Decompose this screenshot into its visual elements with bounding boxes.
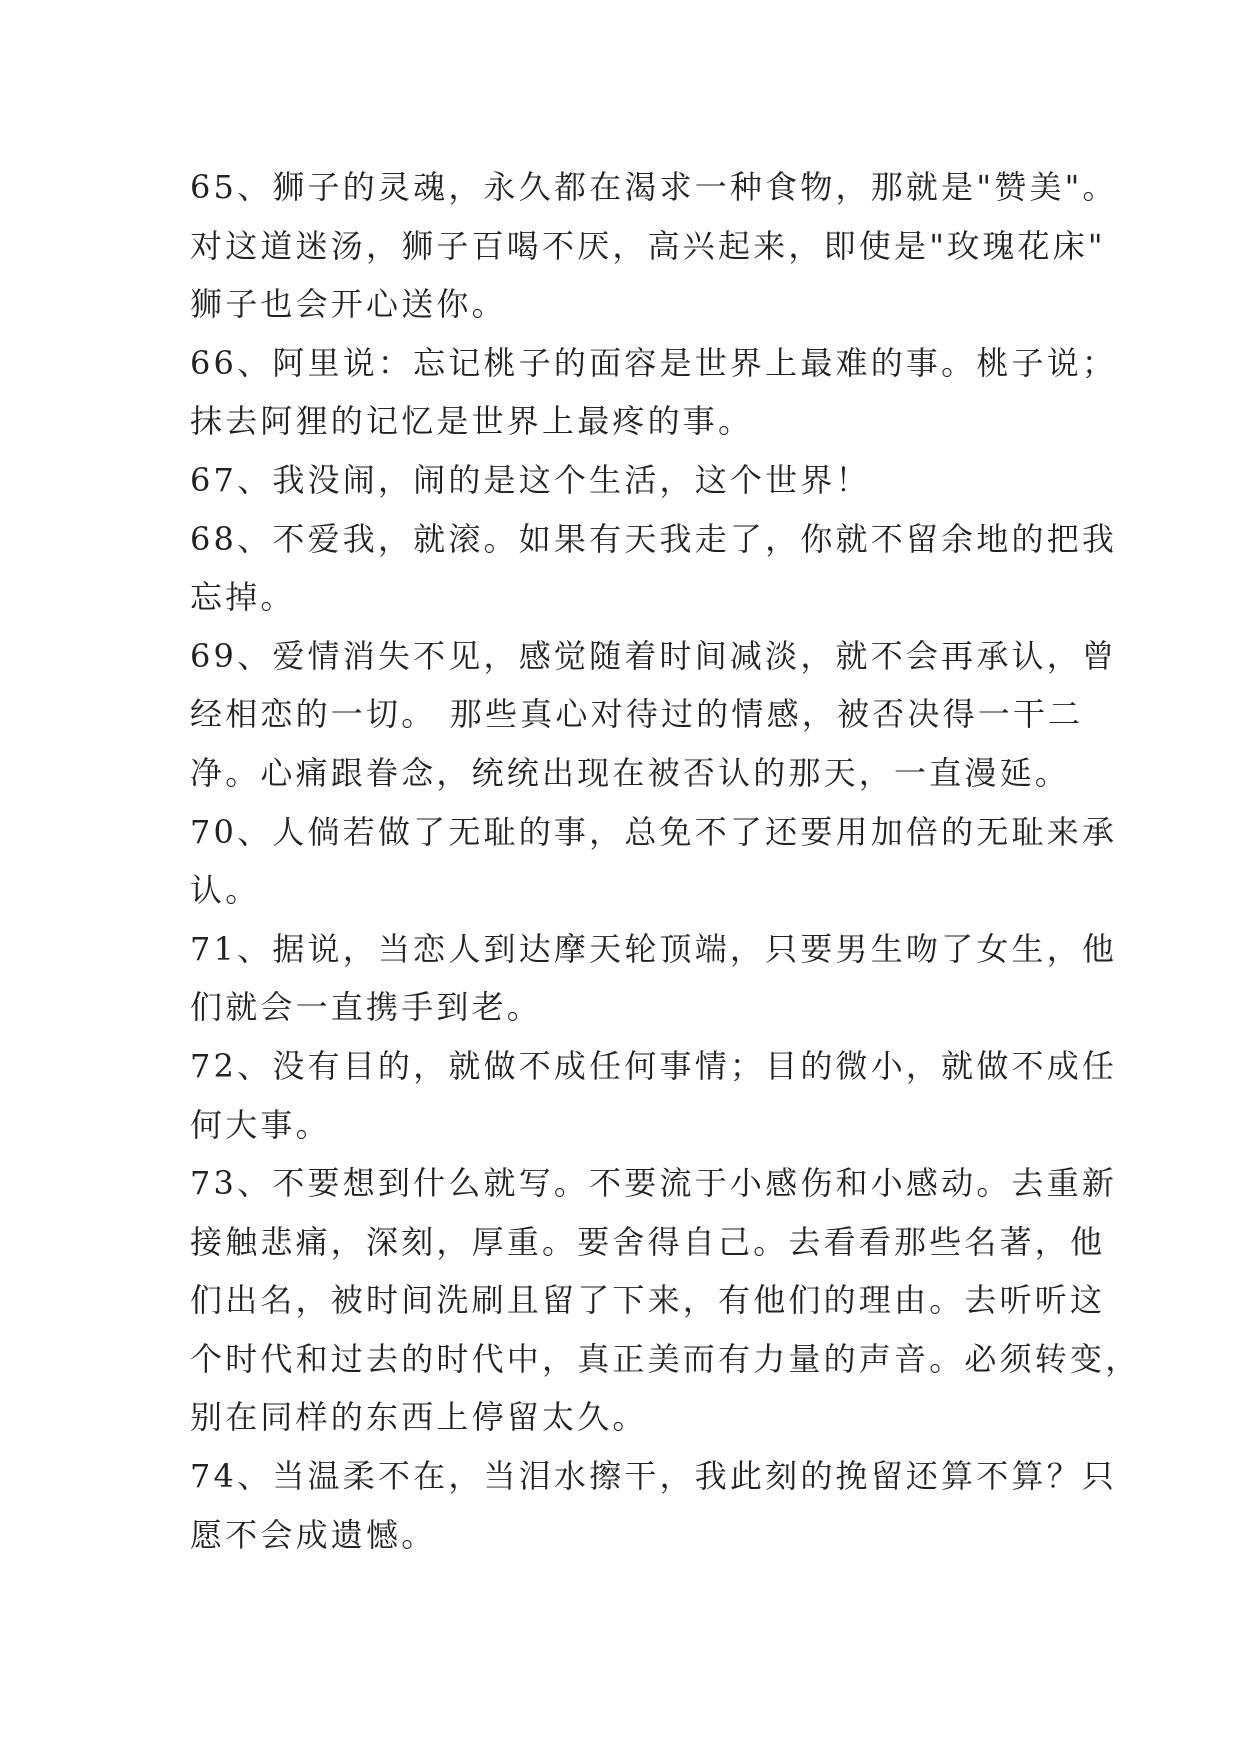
quote-70 [190, 803, 1118, 920]
quote-line: 67、我没闹，闹的是这个生活，这个世界！ [190, 460, 871, 499]
quote-line: 净。心痛跟眷念，统统出现在被否认的那天，一直漫延。 [190, 753, 1071, 792]
quote-line: 狮子也会开心送你。 [190, 285, 507, 324]
quote-74 [190, 1447, 1118, 1564]
quote-72 [190, 1037, 1118, 1154]
quote-line: 对这道迷汤，狮子百喝不厌，高兴起来，即使是"玫瑰花床" [190, 226, 1106, 265]
quote-line: 74、当温柔不在，当泪水擦干，我此刻的挽留还算不算？只 [190, 1457, 1118, 1496]
quote-65 [190, 158, 1118, 334]
quote-line: 愿不会成遗憾。 [190, 1515, 437, 1554]
quote-line: 别在同样的东西上停留太久。 [190, 1398, 648, 1437]
document-body [190, 158, 1141, 1564]
quote-66 [190, 334, 1118, 451]
quote-line: 73、不要想到什么就写。不要流于小感伤和小感动。去重新 [190, 1164, 1118, 1203]
quote-line: 何大事。 [190, 1105, 331, 1144]
quote-67 [190, 451, 1070, 510]
quote-line: 66、阿里说：忘记桃子的面容是世界上最难的事。桃子说； [190, 343, 1118, 382]
quote-line: 71、据说，当恋人到达摩天轮顶端，只要男生吻了女生，他 [190, 929, 1118, 968]
quote-line: 72、没有目的，就做不成任何事情；目的微小，就做不成任 [190, 1046, 1118, 1085]
quote-line: 忘掉。 [190, 578, 296, 617]
quote-71 [190, 920, 1118, 1037]
quote-68 [190, 510, 1118, 627]
quote-line: 接触悲痛，深刻，厚重。要舍得自己。去看看那些名著，他 [190, 1222, 1106, 1261]
quote-line: 们就会一直携手到老。 [190, 988, 543, 1027]
quote-73 [190, 1154, 1141, 1447]
quote-69 [190, 627, 1118, 803]
quote-line: 70、人倘若做了无耻的事，总免不了还要用加倍的无耻来承 [190, 812, 1118, 851]
quote-line: 65、狮子的灵魂，永久都在渴求一种食物，那就是"赞美"。 [190, 168, 1118, 206]
quote-line: 们出名，被时间洗刷且留了下来，有他们的理由。去听听这 [190, 1281, 1106, 1320]
quote-line: 68、不爱我，就滚。如果有天我走了，你就不留余地的把我 [190, 519, 1118, 558]
quote-line: 认。 [190, 871, 261, 910]
quote-line: 抹去阿狸的记忆是世界上最疼的事。 [190, 402, 754, 441]
quote-line: 69、爱情消失不见，感觉随着时间减淡，就不会再承认，曾 [190, 636, 1118, 675]
quote-line: 个时代和过去的时代中，真正美而有力量的声音。必须转变， [190, 1339, 1141, 1378]
quote-line: 经相恋的一切。 那些真心对待过的情感，被否决得一干二 [190, 695, 1084, 734]
